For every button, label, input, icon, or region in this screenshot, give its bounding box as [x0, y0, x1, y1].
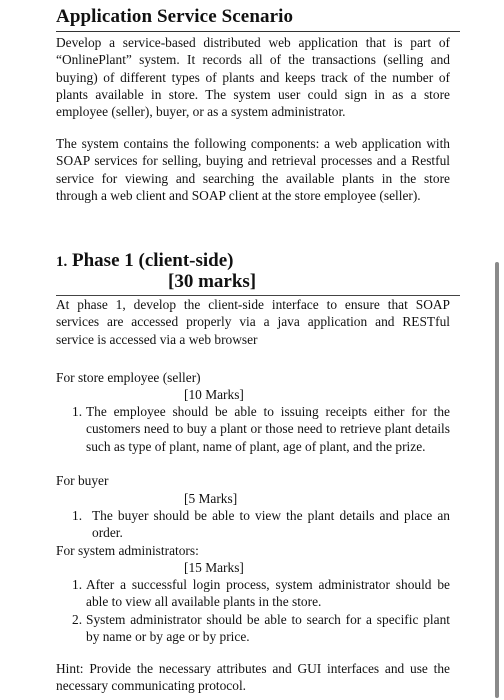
title-underline	[56, 31, 460, 32]
list-item-number: 1.	[72, 577, 83, 592]
section-role-seller: For store employee (seller)	[56, 370, 201, 385]
section-role-buyer: For buyer	[56, 473, 109, 488]
phase-number: 1.	[56, 254, 68, 270]
list-item-text: After a successful login process, system administrator should be able to view all available plants in the store.	[86, 577, 450, 610]
list-item-number: 1.	[72, 404, 83, 419]
list-item-text: The employee should be able to issuing receipts either for the customers need to buy a plant or those need to retrieve plant details such as type of plant, name of plant, age of plant, and the prize.	[86, 404, 450, 454]
list-item-number: 1.	[72, 508, 83, 523]
scrollbar-thumb[interactable]	[495, 262, 499, 698]
list-item-number: 2.	[72, 612, 83, 627]
intro-paragraph-2: The system contains the following components: a web application with SOAP services for selling, buying and retrieval processes and a Restful service for viewing and searching the available plants in the store through a web client and SOAP client at the store employee (seller).	[56, 136, 450, 203]
hint-text: Hint: Provide the necessary attributes and GUI interfaces and use the necessary communicating protocol.	[56, 661, 450, 694]
list-item-text: System administrator should be able to search for a specific plant by name or by age or by price.	[86, 612, 450, 645]
list-item	[72, 507, 450, 542]
section-marks-buyer: [5 Marks]	[184, 491, 238, 506]
phase-description: At phase 1, develop the client-side interface to ensure that SOAP services are accessed properly via a java application and RESTful service is accessed via a web browser	[56, 297, 450, 347]
section-marks-seller: [10 Marks]	[184, 387, 244, 402]
section-marks-admin: [15 Marks]	[184, 560, 244, 575]
phase-heading	[56, 250, 233, 272]
list-item	[72, 576, 450, 611]
phase-title: Phase 1 (client-side)	[72, 250, 234, 271]
intro-paragraph-1: Develop a service-based distributed web application that is part of “OnlinePlant” system. It records all of the transactions (selling and buying) of different types of plants and keeps track of the number of plants available in store. The system user could sign in as a store employee (seller), buyer, or as a system administrator.	[56, 35, 450, 120]
list-item-text: The buyer should be able to view the plant details and place an order.	[92, 508, 450, 541]
phase-marks: [30 marks]	[168, 271, 257, 292]
section-role-admin: For system administrators:	[56, 543, 199, 558]
document-title: Application Service Scenario	[56, 6, 294, 27]
list-item	[72, 403, 450, 455]
list-item	[72, 611, 450, 646]
